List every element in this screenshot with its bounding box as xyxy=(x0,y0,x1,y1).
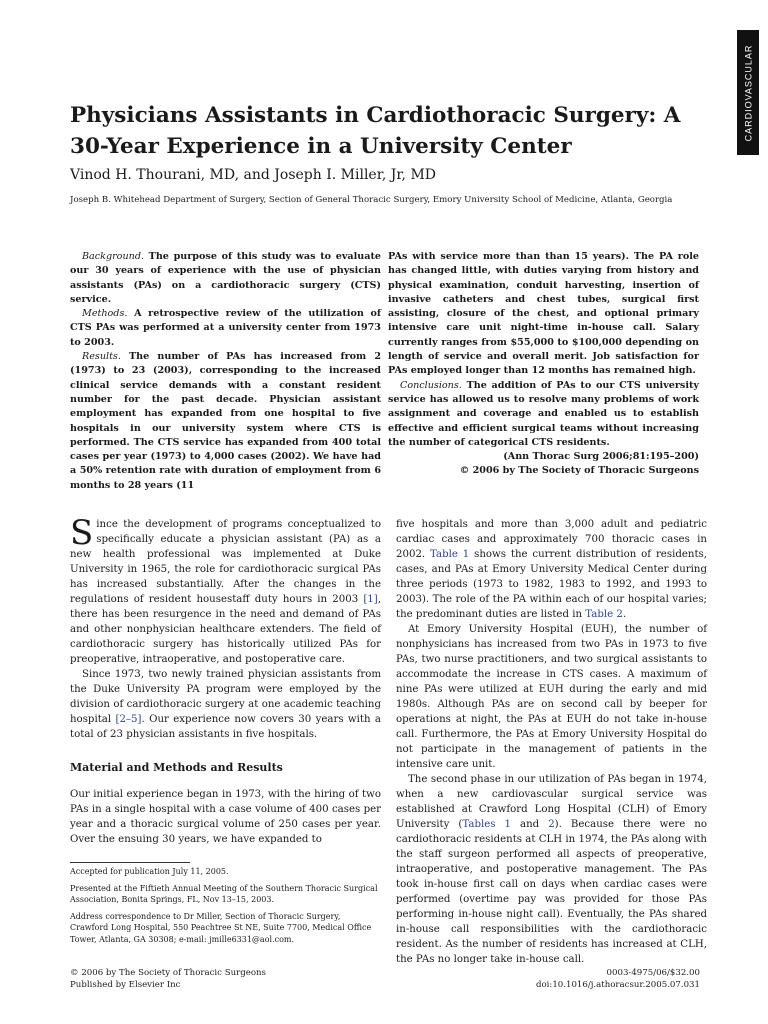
abstract-results-continued: PAs with service more than than 15 years). The PA role has changed little, with duties varying from history and physical examination, conduit harvesting, insertion of invasive catheters and chest tubes, surgical first assisting, closure of the chest, and optional primary intensive care unit night-time in-house call. Salary currently ranges from $55,000 to $100,000 depending on length of service and overall merit. Job satisfaction for PAs employed longer than 12 months has remained high. xyxy=(388,251,699,377)
abstract-left-column xyxy=(70,250,381,493)
author-degree: MD xyxy=(410,167,436,183)
abstract-label: Conclusions. xyxy=(400,379,462,391)
footer-issn: 0003-4975/06/$32.00 xyxy=(606,968,700,978)
footnote-address: Address correspondence to Dr Miller, Section of Thoracic Surgery, Crawford Long Hospital, 550 Peachtree St NE, Suite 7700, Medical Office Tower, Atlanta, GA 30308; e-mail: jmille6331@aol.com. xyxy=(70,911,372,944)
affiliation: Joseph B. Whitehead Department of Surgery, Section of General Thoracic Surgery, Emory University School of Medicine, Atlanta, Georgia xyxy=(70,195,673,205)
reference-link[interactable]: [2–5] xyxy=(115,714,142,725)
abstract-results: Results. The number of PAs has increased from 2 (1973) to 23 (2003), corresponding to the increased clinical service demands with a constant resident number for the past decade. Physician assistant employment has expanded from one hospital to five hospitals in our university system where CTS is performed. The CTS service has expanded from 400 total cases per year (1973) to 4,000 cases (2002). We have had a 50% retention rate with duration of employment from 6 months to 28 years (11 xyxy=(70,351,381,491)
body-paragraph: Since 1973, two newly trained physician assistants from the Duke University PA program were employed by the division of cardiothoracic surgery at one academic teaching hospital [2–5]. Our experience now covers 30 years with a total of 23 physician assistants in five hospitals. xyxy=(70,669,381,740)
section-tab xyxy=(737,30,759,155)
table-link[interactable]: 2 xyxy=(548,819,555,830)
footnotes xyxy=(70,866,381,950)
table-link[interactable]: Tables 1 xyxy=(462,819,511,830)
footnote-divider xyxy=(70,862,190,863)
abstract-background: Background. The purpose of this study was to evaluate our 30 years of experience with the use of physician assistants (PAs) on a cardiothoracic surgery (CTS) service. xyxy=(70,251,381,305)
footer-doi: doi:10.1016/j.athoracsur.2005.07.031 xyxy=(536,980,700,990)
footnote-accepted: Accepted for publication July 11, 2005. xyxy=(70,867,229,876)
page-footer-right xyxy=(536,967,700,991)
author-degree: MD xyxy=(209,167,235,183)
table-link[interactable]: Table 1 xyxy=(430,549,470,560)
body-paragraph: The second phase in our utilization of PAs began in 1974, when a new cardiovascular surgical service was established at Crawford Long Hospital (CLH) of Emory University (Tables 1 and 2). Because there were no cardiothoracic residents at CLH in 1974, the PAs along with the staff surgeon performed all aspects of preoperative, intraoperative, and postoperative management. The PAs took in-house first call on days when cardiac cases were performed (overtime pay was provided for those PAs performing in-house night call). Eventually, the PAs shared in-house call responsibilities with the cardiothoracic resident. As the number of residents has increased at CLH, the PAs no longer take in-house call. xyxy=(396,774,707,965)
reference-link[interactable]: [1] xyxy=(363,594,378,605)
section-heading: Material and Methods and Results xyxy=(70,761,283,774)
author-name: , and Joseph I. Miller, Jr, xyxy=(234,167,406,183)
body-paragraph: Our initial experience began in 1973, with the hiring of two PAs in a single hospital with a case volume of 400 cases per year and a thoracic surgical volume of 250 cases per year. Over the ensuing 30 years, we have expanded to xyxy=(70,789,381,845)
body-left-column xyxy=(70,513,381,847)
author-name: Vinod H. Thourani, xyxy=(70,167,206,183)
section-tab-label: CARDIOVASCULAR xyxy=(743,44,754,141)
body-right-column xyxy=(396,517,707,967)
abstract-label: Results. xyxy=(82,351,121,363)
footnote-presented: Presented at the Fiftieth Annual Meeting of the Southern Thoracic Surgical Association, Bonita Springs, FL, Nov 13–15, 2003. xyxy=(70,883,378,904)
abstract-conclusions: Conclusions. The addition of PAs to our CTS university service has allowed us to resolve many problems of work assignment and coverage and enabled us to establish effective and efficient surgical teams without increasing the number of categorical CTS residents. xyxy=(388,379,699,448)
abstract-right-column xyxy=(388,250,699,479)
footer-copyright: © 2006 by The Society of Thoracic Surgeons xyxy=(70,968,266,978)
abstract-label: Background. xyxy=(82,251,145,262)
page-footer-left xyxy=(70,967,266,991)
article-title: Physicians Assistants in Cardiothoracic Surgery: A 30-Year Experience in a University Center xyxy=(70,103,681,159)
body-paragraph: five hospitals and more than 3,000 adult and pediatric cardiac cases and approximately 700 thoracic cases in 2002. Table 1 shows the current distribution of residents, cases, and PAs at Emory University Medical Center during three periods (1973 to 1982, 1983 to 1992, and 1993 to 2003). The role of the PA within each of our hospital varies; the predominant duties are listed in Table 2. xyxy=(396,519,707,620)
body-paragraph: At Emory University Hospital (EUH), the number of nonphysicians has increased from two PAs in 1973 to five PAs, two nurse practitioners, and two surgical assistants to accommodate the increase in CTS cases. A maximum of nine PAs were utilized at EUH during the early and mid 1980s. Although PAs are on second call by beeper for operations at night, the PAs at EUH do not take in-house call. Furthermore, the PAs at Emory University Hospital do not participate in the management of patients in the intensive care unit. xyxy=(396,624,707,770)
footer-publisher: Published by Elsevier Inc xyxy=(70,980,181,990)
abstract-methods: Methods. A retrospective review of the utilization of CTS PAs was performed at a university center from 1973 to 2003. xyxy=(70,308,381,348)
author-line xyxy=(70,167,436,183)
intro-paragraph: Since the development of programs conceptualized to specifically educate a physician assistant (PA) as a new health professional was implemented at Duke University in 1965, the role for cardiothoracic surgical PAs has increased substantially. After the changes in the regulations of resident housestaff duty hours in 2003 [1], there has been resurgence in the need and demand of PAs and other nonphysician healthcare extenders. The field of cardiothoracic surgery has historically utilized PAs for preoperative, intraoperative, and postoperative care. xyxy=(70,513,381,665)
abstract-copyright: © 2006 by The Society of Thoracic Surgeons xyxy=(459,465,699,477)
table-link[interactable]: Table 2 xyxy=(585,609,623,620)
drop-cap: S xyxy=(70,513,94,553)
abstract-label: Methods. xyxy=(82,308,128,320)
journal-citation: (Ann Thorac Surg 2006;81:195–200) xyxy=(503,451,699,463)
